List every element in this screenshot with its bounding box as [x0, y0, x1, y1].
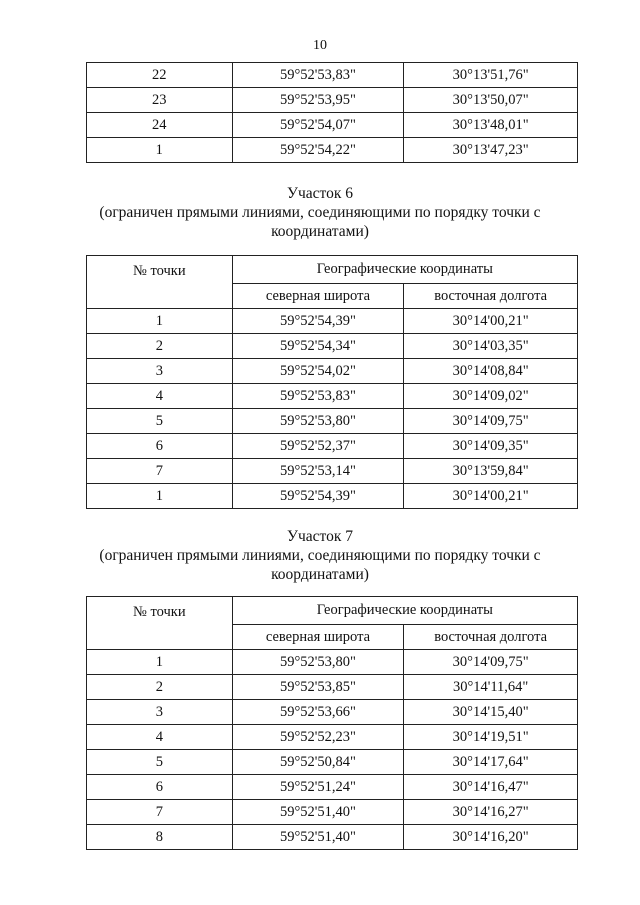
point-number-cell: 1: [87, 650, 233, 675]
page-number: 10: [313, 38, 327, 53]
section-7-heading: [0, 527, 640, 584]
point-number-cell: 24: [87, 113, 233, 138]
table-row: [87, 675, 578, 700]
table-row: [87, 138, 578, 163]
longitude-cell: 30°14'16,20": [404, 825, 578, 850]
longitude-cell: 30°14'17,64": [404, 750, 578, 775]
section-subtitle: координатами): [271, 566, 369, 583]
latitude-cell: 59°52'53,85": [232, 675, 404, 700]
table-row: [87, 650, 578, 675]
table-row: [87, 334, 578, 359]
latitude-cell: 59°52'51,24": [232, 775, 404, 800]
header-point-number: № точки: [87, 256, 233, 309]
section-title: Участок 6: [286, 185, 353, 202]
header-latitude: северная широта: [232, 284, 404, 309]
point-number-cell: 23: [87, 88, 233, 113]
longitude-cell: 30°14'19,51": [404, 725, 578, 750]
table-row: [87, 775, 578, 800]
longitude-cell: 30°13'51,76": [404, 63, 578, 88]
longitude-cell: 30°14'09,02": [404, 384, 578, 409]
latitude-cell: 59°52'51,40": [232, 825, 404, 850]
latitude-cell: 59°52'53,80": [232, 409, 404, 434]
point-number-cell: 3: [87, 700, 233, 725]
point-number-cell: 4: [87, 725, 233, 750]
latitude-cell: 59°52'52,23": [232, 725, 404, 750]
longitude-cell: 30°13'59,84": [404, 459, 578, 484]
longitude-cell: 30°14'03,35": [404, 334, 578, 359]
section-title: Участок 7: [286, 528, 353, 545]
longitude-cell: 30°14'00,21": [404, 484, 578, 509]
point-number-cell: 6: [87, 434, 233, 459]
latitude-cell: 59°52'51,40": [232, 800, 404, 825]
section-7-coordinates-table: [86, 596, 578, 850]
header-geographic-coordinates: Географические координаты: [232, 597, 577, 625]
longitude-cell: 30°14'09,75": [404, 409, 578, 434]
longitude-cell: 30°14'16,47": [404, 775, 578, 800]
point-number-cell: 2: [87, 334, 233, 359]
table-row: [87, 88, 578, 113]
table-row: [87, 359, 578, 384]
table-row: [87, 750, 578, 775]
longitude-cell: 30°14'09,75": [404, 650, 578, 675]
table-row: [87, 63, 578, 88]
point-number-cell: 2: [87, 675, 233, 700]
longitude-cell: 30°14'00,21": [404, 309, 578, 334]
header-longitude: восточная долгота: [404, 284, 578, 309]
latitude-cell: 59°52'54,07": [232, 113, 404, 138]
table-row: [87, 825, 578, 850]
latitude-cell: 59°52'53,80": [232, 650, 404, 675]
latitude-cell: 59°52'54,39": [232, 309, 404, 334]
latitude-cell: 59°52'53,14": [232, 459, 404, 484]
latitude-cell: 59°52'53,83": [232, 384, 404, 409]
longitude-cell: 30°14'11,64": [404, 675, 578, 700]
latitude-cell: 59°52'54,22": [232, 138, 404, 163]
header-geographic-coordinates: Географические координаты: [232, 256, 577, 284]
longitude-cell: 30°13'48,01": [404, 113, 578, 138]
table-row: [87, 384, 578, 409]
longitude-cell: 30°14'16,27": [404, 800, 578, 825]
longitude-cell: 30°13'50,07": [404, 88, 578, 113]
table-row: [87, 409, 578, 434]
point-number-cell: 7: [87, 459, 233, 484]
section-6-heading: [0, 184, 640, 241]
point-number-cell: 3: [87, 359, 233, 384]
section-subtitle: (ограничен прямыми линиями, соединяющими по порядку точки с: [99, 547, 541, 564]
latitude-cell: 59°52'54,39": [232, 484, 404, 509]
latitude-cell: 59°52'52,37": [232, 434, 404, 459]
section-subtitle: (ограничен прямыми линиями, соединяющими по порядку точки с: [99, 204, 541, 221]
header-latitude: северная широта: [232, 625, 404, 650]
table-row: [87, 800, 578, 825]
header-point-number: № точки: [87, 597, 233, 650]
point-number-cell: 5: [87, 750, 233, 775]
latitude-cell: 59°52'54,02": [232, 359, 404, 384]
section-6-coordinates-table: [86, 255, 578, 509]
table-row: [87, 113, 578, 138]
header-longitude: восточная долгота: [404, 625, 578, 650]
table-row: [87, 459, 578, 484]
point-number-cell: 7: [87, 800, 233, 825]
point-number-cell: 8: [87, 825, 233, 850]
table-row: [87, 700, 578, 725]
longitude-cell: 30°14'09,35": [404, 434, 578, 459]
point-number-cell: 6: [87, 775, 233, 800]
point-number-cell: 4: [87, 384, 233, 409]
table-row: [87, 309, 578, 334]
latitude-cell: 59°52'53,95": [232, 88, 404, 113]
longitude-cell: 30°14'08,84": [404, 359, 578, 384]
longitude-cell: 30°13'47,23": [404, 138, 578, 163]
point-number-cell: 22: [87, 63, 233, 88]
latitude-cell: 59°52'53,83": [232, 63, 404, 88]
section-subtitle: координатами): [271, 223, 369, 240]
table-row: [87, 725, 578, 750]
table-row: [87, 484, 578, 509]
latitude-cell: 59°52'54,34": [232, 334, 404, 359]
latitude-cell: 59°52'50,84": [232, 750, 404, 775]
latitude-cell: 59°52'53,66": [232, 700, 404, 725]
coordinates-table-continued: [86, 62, 578, 163]
point-number-cell: 1: [87, 484, 233, 509]
table-row: [87, 434, 578, 459]
point-number-cell: 1: [87, 309, 233, 334]
longitude-cell: 30°14'15,40": [404, 700, 578, 725]
point-number-cell: 5: [87, 409, 233, 434]
point-number-cell: 1: [87, 138, 233, 163]
